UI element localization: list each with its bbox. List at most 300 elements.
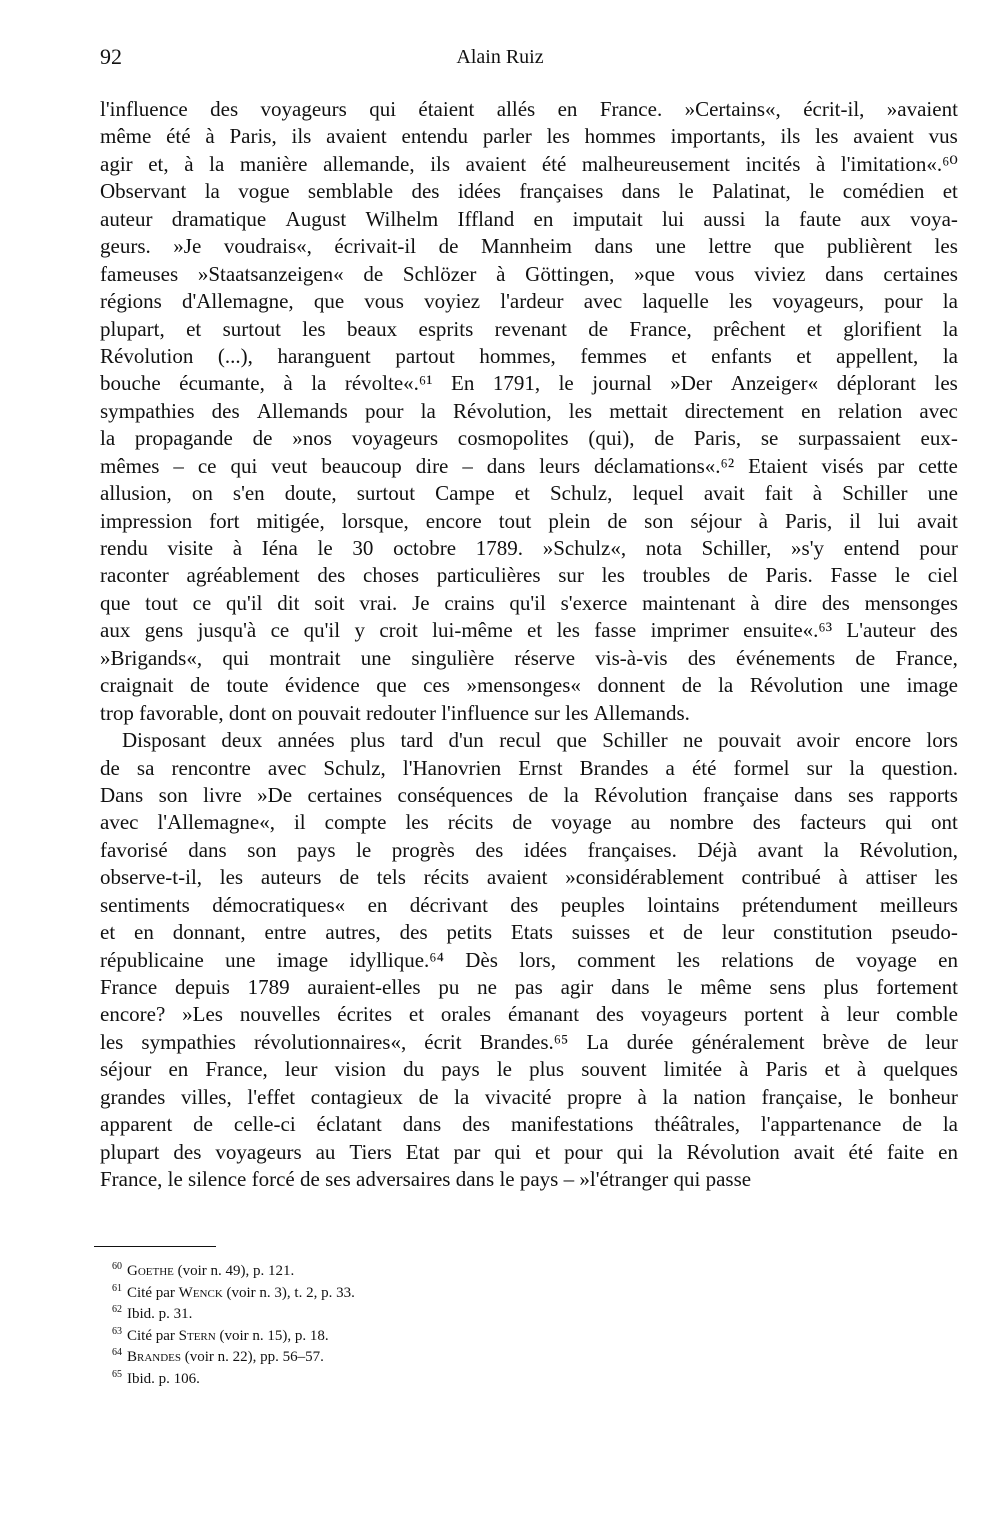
text-line — [100, 123, 958, 150]
word: »avaient — [886, 97, 958, 121]
word: aux — [100, 618, 131, 643]
word: lorsque, — [341, 508, 409, 533]
word: et — [100, 920, 116, 945]
word: à — [750, 590, 760, 615]
word: ensuite«.⁶³ — [743, 618, 833, 643]
word: voyageurs — [260, 97, 347, 121]
footnote-number: 62 — [112, 1304, 122, 1315]
word: dans — [188, 837, 227, 862]
word: sens — [769, 975, 806, 999]
word: Iéna — [261, 536, 298, 560]
word: françaises. — [587, 837, 677, 862]
word: Dans — [100, 782, 144, 807]
word: à — [856, 1057, 867, 1082]
word: fortement — [876, 975, 958, 999]
text-line — [100, 1001, 958, 1028]
word: déclamations«.⁶² — [593, 453, 735, 478]
word: lui — [661, 206, 685, 231]
footnote-rule — [94, 1246, 216, 1247]
word: régions — [100, 289, 162, 314]
word: le — [356, 837, 372, 862]
word: leur — [284, 1057, 318, 1082]
word: vous — [364, 289, 404, 314]
running-head: Alain Ruiz — [456, 46, 544, 68]
word: étaient — [418, 97, 475, 121]
word: dans — [455, 1167, 500, 1192]
word: généralement — [691, 1029, 805, 1054]
word: les — [565, 700, 594, 725]
word: leurs — [539, 453, 581, 478]
word: sympathies — [141, 1029, 236, 1054]
text-line — [100, 261, 958, 288]
word: auteur — [100, 206, 153, 231]
word: Allemands — [256, 398, 348, 423]
word: importants, — [670, 124, 766, 149]
word: dire — [415, 453, 449, 478]
word: émanant — [507, 1002, 580, 1027]
word: qui — [885, 810, 913, 835]
word: choses — [363, 563, 420, 588]
word: encore? — [100, 1002, 166, 1027]
word: sympathies — [100, 398, 195, 423]
word: qui — [369, 97, 397, 121]
word: les — [815, 124, 839, 149]
word: que — [376, 673, 407, 698]
word: leur — [721, 920, 755, 945]
word: donnant, — [172, 920, 246, 945]
word: aux — [860, 206, 891, 231]
word: été — [691, 755, 717, 780]
footnote-number: 64 — [112, 1347, 122, 1358]
text-line — [100, 206, 958, 233]
word: dit — [277, 590, 300, 615]
word: ont — [931, 810, 958, 835]
word: en — [938, 947, 958, 972]
word: villes, — [180, 1084, 232, 1109]
word: pouvait — [297, 700, 366, 725]
word: la — [563, 782, 579, 807]
word: une — [859, 673, 891, 698]
word: vis-à-vis — [595, 645, 668, 670]
text-line — [100, 727, 958, 754]
word: des — [821, 590, 850, 615]
word: dans — [825, 261, 864, 286]
word: imputait — [572, 206, 643, 231]
word: et — [527, 618, 543, 643]
word: des — [687, 645, 716, 670]
word: plein — [548, 508, 591, 533]
word: haranguent — [277, 343, 371, 368]
word: lointains — [647, 892, 720, 917]
word: observe-t-il, — [100, 865, 203, 890]
word: dans — [402, 1112, 442, 1137]
word: Anzeiger« — [730, 371, 819, 396]
word: des — [317, 563, 346, 588]
word: ciel — [927, 563, 958, 588]
word: mensonges — [864, 590, 958, 615]
word: même — [700, 975, 752, 999]
word: de — [418, 1084, 439, 1109]
word: on — [271, 700, 298, 725]
word: à — [232, 536, 243, 560]
word: Fasse — [830, 563, 878, 588]
word: agréablement — [186, 563, 300, 588]
word: des — [211, 398, 240, 423]
word: voya- — [910, 206, 958, 231]
word: et — [186, 316, 202, 341]
word: l'appartenance — [760, 1112, 882, 1137]
word: ses — [848, 782, 874, 807]
word: vivacité — [484, 1084, 552, 1109]
word: avaient — [465, 151, 527, 176]
word: mitigée, — [256, 508, 325, 533]
word: la — [662, 1084, 678, 1109]
word: Allemands. — [593, 700, 690, 725]
word: incités — [745, 151, 801, 176]
word: aussi — [703, 206, 746, 231]
footnote — [112, 1299, 912, 1321]
word: ne — [477, 975, 497, 999]
word: les — [568, 398, 593, 423]
word: Mannheim — [480, 234, 572, 259]
word: imprimer — [650, 618, 729, 643]
word: qu'il — [509, 590, 546, 615]
word: des — [929, 618, 958, 643]
word: raconter — [100, 563, 169, 588]
word: 1791, — [492, 371, 541, 396]
word: facteurs — [799, 810, 867, 835]
word: de — [193, 1112, 213, 1137]
word: idées — [523, 837, 568, 862]
word: pour — [884, 289, 923, 314]
word: malheureusement — [581, 151, 730, 176]
footnotes — [112, 1256, 912, 1385]
text-line — [100, 1111, 958, 1138]
footnote-text: (voir n. 49), p. 121. — [173, 1263, 295, 1279]
word: pour — [564, 1139, 603, 1164]
word: appellent, — [836, 343, 919, 368]
word: à — [184, 151, 194, 176]
text-line — [100, 974, 958, 1001]
word: manière — [239, 151, 308, 176]
word: l'Allemagne«, — [157, 810, 275, 835]
word: les — [546, 124, 570, 149]
word: – — [173, 453, 184, 478]
word: nation — [693, 1084, 746, 1109]
word: de — [855, 645, 876, 670]
word: le — [499, 1167, 520, 1192]
word: grandes — [100, 1084, 166, 1109]
word: passe — [705, 1167, 752, 1192]
text-line — [100, 1056, 958, 1083]
word: hommes — [584, 124, 656, 149]
word: été — [541, 151, 567, 176]
word: limitée — [663, 1057, 722, 1082]
word: sur — [534, 700, 566, 725]
word: Brandes.⁶⁵ — [479, 1029, 569, 1054]
word: craignait — [100, 673, 174, 698]
word: entre — [264, 920, 307, 945]
word: lui — [877, 508, 901, 533]
word: en — [168, 1057, 189, 1082]
word: que — [774, 234, 805, 259]
word: évidence — [285, 673, 360, 698]
word: le — [678, 179, 694, 204]
word: journal — [592, 371, 652, 396]
word: toute — [226, 673, 269, 698]
word: l'ardeur — [500, 289, 564, 314]
word: a — [665, 755, 675, 780]
word: voyageurs — [215, 1139, 302, 1164]
word: de — [190, 673, 210, 698]
word: ils — [430, 151, 451, 176]
word: déplorant — [836, 371, 916, 396]
footnote-text: (voir n. 15), p. 18. — [215, 1327, 329, 1344]
word: 1789. — [475, 536, 523, 560]
word: Schulz, — [323, 755, 386, 780]
word: Révolution — [100, 343, 194, 368]
word: comédien — [842, 179, 925, 204]
word: par — [453, 1139, 481, 1164]
word: vision — [334, 1057, 386, 1082]
word: propagande — [134, 426, 233, 451]
word: au — [315, 1139, 336, 1164]
word: l'influence — [100, 97, 188, 121]
word: petits — [446, 920, 493, 945]
word: des — [595, 1002, 624, 1027]
word: la — [823, 837, 839, 862]
word: comble — [896, 1002, 958, 1027]
word: le — [809, 179, 825, 204]
text-line — [100, 425, 958, 452]
word: avec — [100, 810, 139, 835]
word: revenant — [494, 316, 567, 341]
word: rendu — [100, 536, 148, 560]
word: des — [411, 179, 440, 204]
word: révolutionnaires«, — [253, 1029, 407, 1054]
word: à — [758, 508, 768, 533]
word: beaucoup — [321, 453, 402, 478]
word: voudrais«, — [223, 234, 312, 259]
word: révolte«.⁶¹ — [344, 371, 433, 396]
word: en — [134, 920, 154, 945]
word: voyage — [856, 947, 917, 972]
word: l'imitation«.⁶⁰ — [840, 151, 958, 176]
word: apparent — [100, 1112, 173, 1137]
word: vogue — [238, 179, 290, 204]
footnote — [112, 1364, 912, 1386]
word: Ernst — [518, 755, 563, 780]
word: »Les — [182, 1002, 223, 1027]
word: fait — [764, 481, 793, 506]
word: à — [496, 261, 506, 286]
word: de — [100, 755, 120, 780]
word: »Staatsanzeigen« — [197, 261, 344, 286]
word: lors — [926, 728, 958, 753]
word: à — [205, 124, 215, 149]
word: La — [586, 1029, 609, 1054]
word: Brandes — [579, 755, 649, 780]
word: Je — [412, 590, 430, 615]
word: redouter — [365, 700, 442, 725]
word: pays — [297, 837, 336, 862]
word: attiser — [865, 865, 917, 890]
word: ne — [682, 728, 703, 753]
text-line — [100, 151, 958, 178]
word: geurs. — [100, 234, 151, 259]
word: plus — [350, 728, 386, 753]
word: se — [760, 426, 779, 451]
word: croit — [379, 618, 418, 643]
word: laquelle — [642, 289, 709, 314]
word: Paris — [765, 1057, 808, 1082]
word: surtout — [356, 481, 416, 506]
word: la — [942, 1112, 958, 1137]
word: partout — [395, 343, 455, 368]
word: les — [934, 234, 958, 259]
word: cette — [918, 453, 958, 478]
word: la — [764, 206, 780, 231]
word: de — [252, 426, 273, 451]
word: entendu — [401, 124, 469, 149]
word: lequel — [632, 481, 684, 506]
word: dans — [611, 975, 650, 999]
text-line — [100, 617, 958, 644]
word: la — [657, 1139, 673, 1164]
word: leur — [925, 1029, 958, 1054]
word: et — [796, 343, 812, 368]
word: sur — [558, 563, 584, 588]
word: favorable, — [139, 700, 229, 725]
word: pays — [519, 1167, 564, 1192]
word: pseudo- — [891, 920, 958, 945]
word: tout — [498, 508, 532, 533]
word: les — [302, 316, 326, 341]
word: ils — [291, 124, 312, 149]
word: et, — [148, 151, 169, 176]
word: – — [563, 1167, 580, 1192]
word: lettre — [708, 234, 752, 259]
word: dramatique — [171, 206, 267, 231]
word: mettait — [609, 398, 668, 423]
word: Iffland — [457, 206, 515, 231]
word: France — [100, 975, 158, 999]
word: dans — [486, 453, 526, 478]
word: il — [293, 810, 306, 835]
word: celle-ci — [233, 1112, 296, 1137]
word: »Brigands«, — [100, 645, 203, 670]
word: récits — [423, 865, 470, 890]
word: Schiller, — [701, 536, 772, 560]
word: lui-même — [432, 618, 513, 643]
word: des — [210, 97, 239, 121]
word: à — [739, 1057, 749, 1082]
word: Campe — [435, 481, 495, 506]
word: en — [533, 206, 554, 231]
word: progrès — [391, 837, 455, 862]
word: rencontre — [171, 755, 251, 780]
word: avaient — [853, 124, 914, 149]
word: française, — [761, 1084, 843, 1109]
word: veut — [271, 453, 308, 478]
word: de — [681, 673, 702, 698]
word: que — [556, 728, 587, 753]
word: vrai. — [359, 590, 398, 615]
word: eux- — [920, 426, 958, 451]
word: prétendument — [741, 892, 858, 917]
word: En — [451, 371, 475, 396]
word: tout — [145, 590, 178, 615]
footnote-number: 65 — [112, 1368, 122, 1380]
word: idyllique.⁶⁴ — [349, 947, 444, 972]
word: image — [276, 947, 329, 972]
word: il — [849, 508, 861, 533]
word: singulière — [411, 645, 495, 670]
word: et — [806, 316, 822, 341]
word: cosmopolites — [457, 426, 569, 451]
word: August — [285, 206, 347, 231]
word: manifestations — [510, 1112, 634, 1137]
word: en — [938, 1139, 958, 1164]
word: nombre — [669, 810, 734, 835]
word: dont — [228, 700, 272, 725]
word: la — [420, 398, 436, 423]
word: voyageurs — [640, 1002, 728, 1027]
word: femmes — [580, 343, 647, 368]
word: nota — [645, 536, 682, 560]
footnote-text: (voir n. 3), t. 2, p. 33. — [222, 1284, 355, 1301]
word: et — [824, 1057, 840, 1082]
word: réserve — [514, 645, 576, 670]
word: ce — [270, 618, 290, 643]
word: y — [354, 618, 365, 643]
footnote-prefix: Cité par — [127, 1327, 179, 1344]
word: entend — [843, 536, 900, 560]
word: relation — [838, 398, 903, 423]
word: – — [462, 453, 473, 478]
text-line — [100, 645, 958, 672]
text-line — [100, 370, 958, 397]
word: livre — [203, 782, 242, 807]
word: Tiers — [349, 1139, 392, 1164]
word: pu — [438, 975, 460, 999]
text-line — [100, 919, 958, 946]
page-number: 92 — [100, 44, 122, 69]
word: Révolution, — [453, 398, 552, 423]
word: question. — [881, 755, 958, 780]
word: vous — [694, 261, 735, 286]
text-line — [100, 453, 958, 480]
text-line — [100, 288, 958, 315]
word: surpassaient — [798, 426, 901, 451]
word: plus — [823, 975, 859, 999]
word: s'en — [232, 481, 265, 506]
word: vus — [928, 124, 958, 149]
word: écrit — [424, 1029, 462, 1054]
word: gens — [144, 618, 184, 643]
word: de — [727, 563, 748, 588]
word: que — [313, 289, 345, 314]
word: fasse — [594, 618, 637, 643]
word: la — [100, 426, 116, 451]
word: le — [858, 1084, 874, 1109]
word: et — [535, 1139, 551, 1164]
word: à — [283, 371, 293, 396]
text-line — [100, 508, 958, 535]
word: hommes, — [479, 343, 556, 368]
word: »Certains«, — [684, 97, 781, 121]
word: »mensonges« — [466, 673, 581, 698]
